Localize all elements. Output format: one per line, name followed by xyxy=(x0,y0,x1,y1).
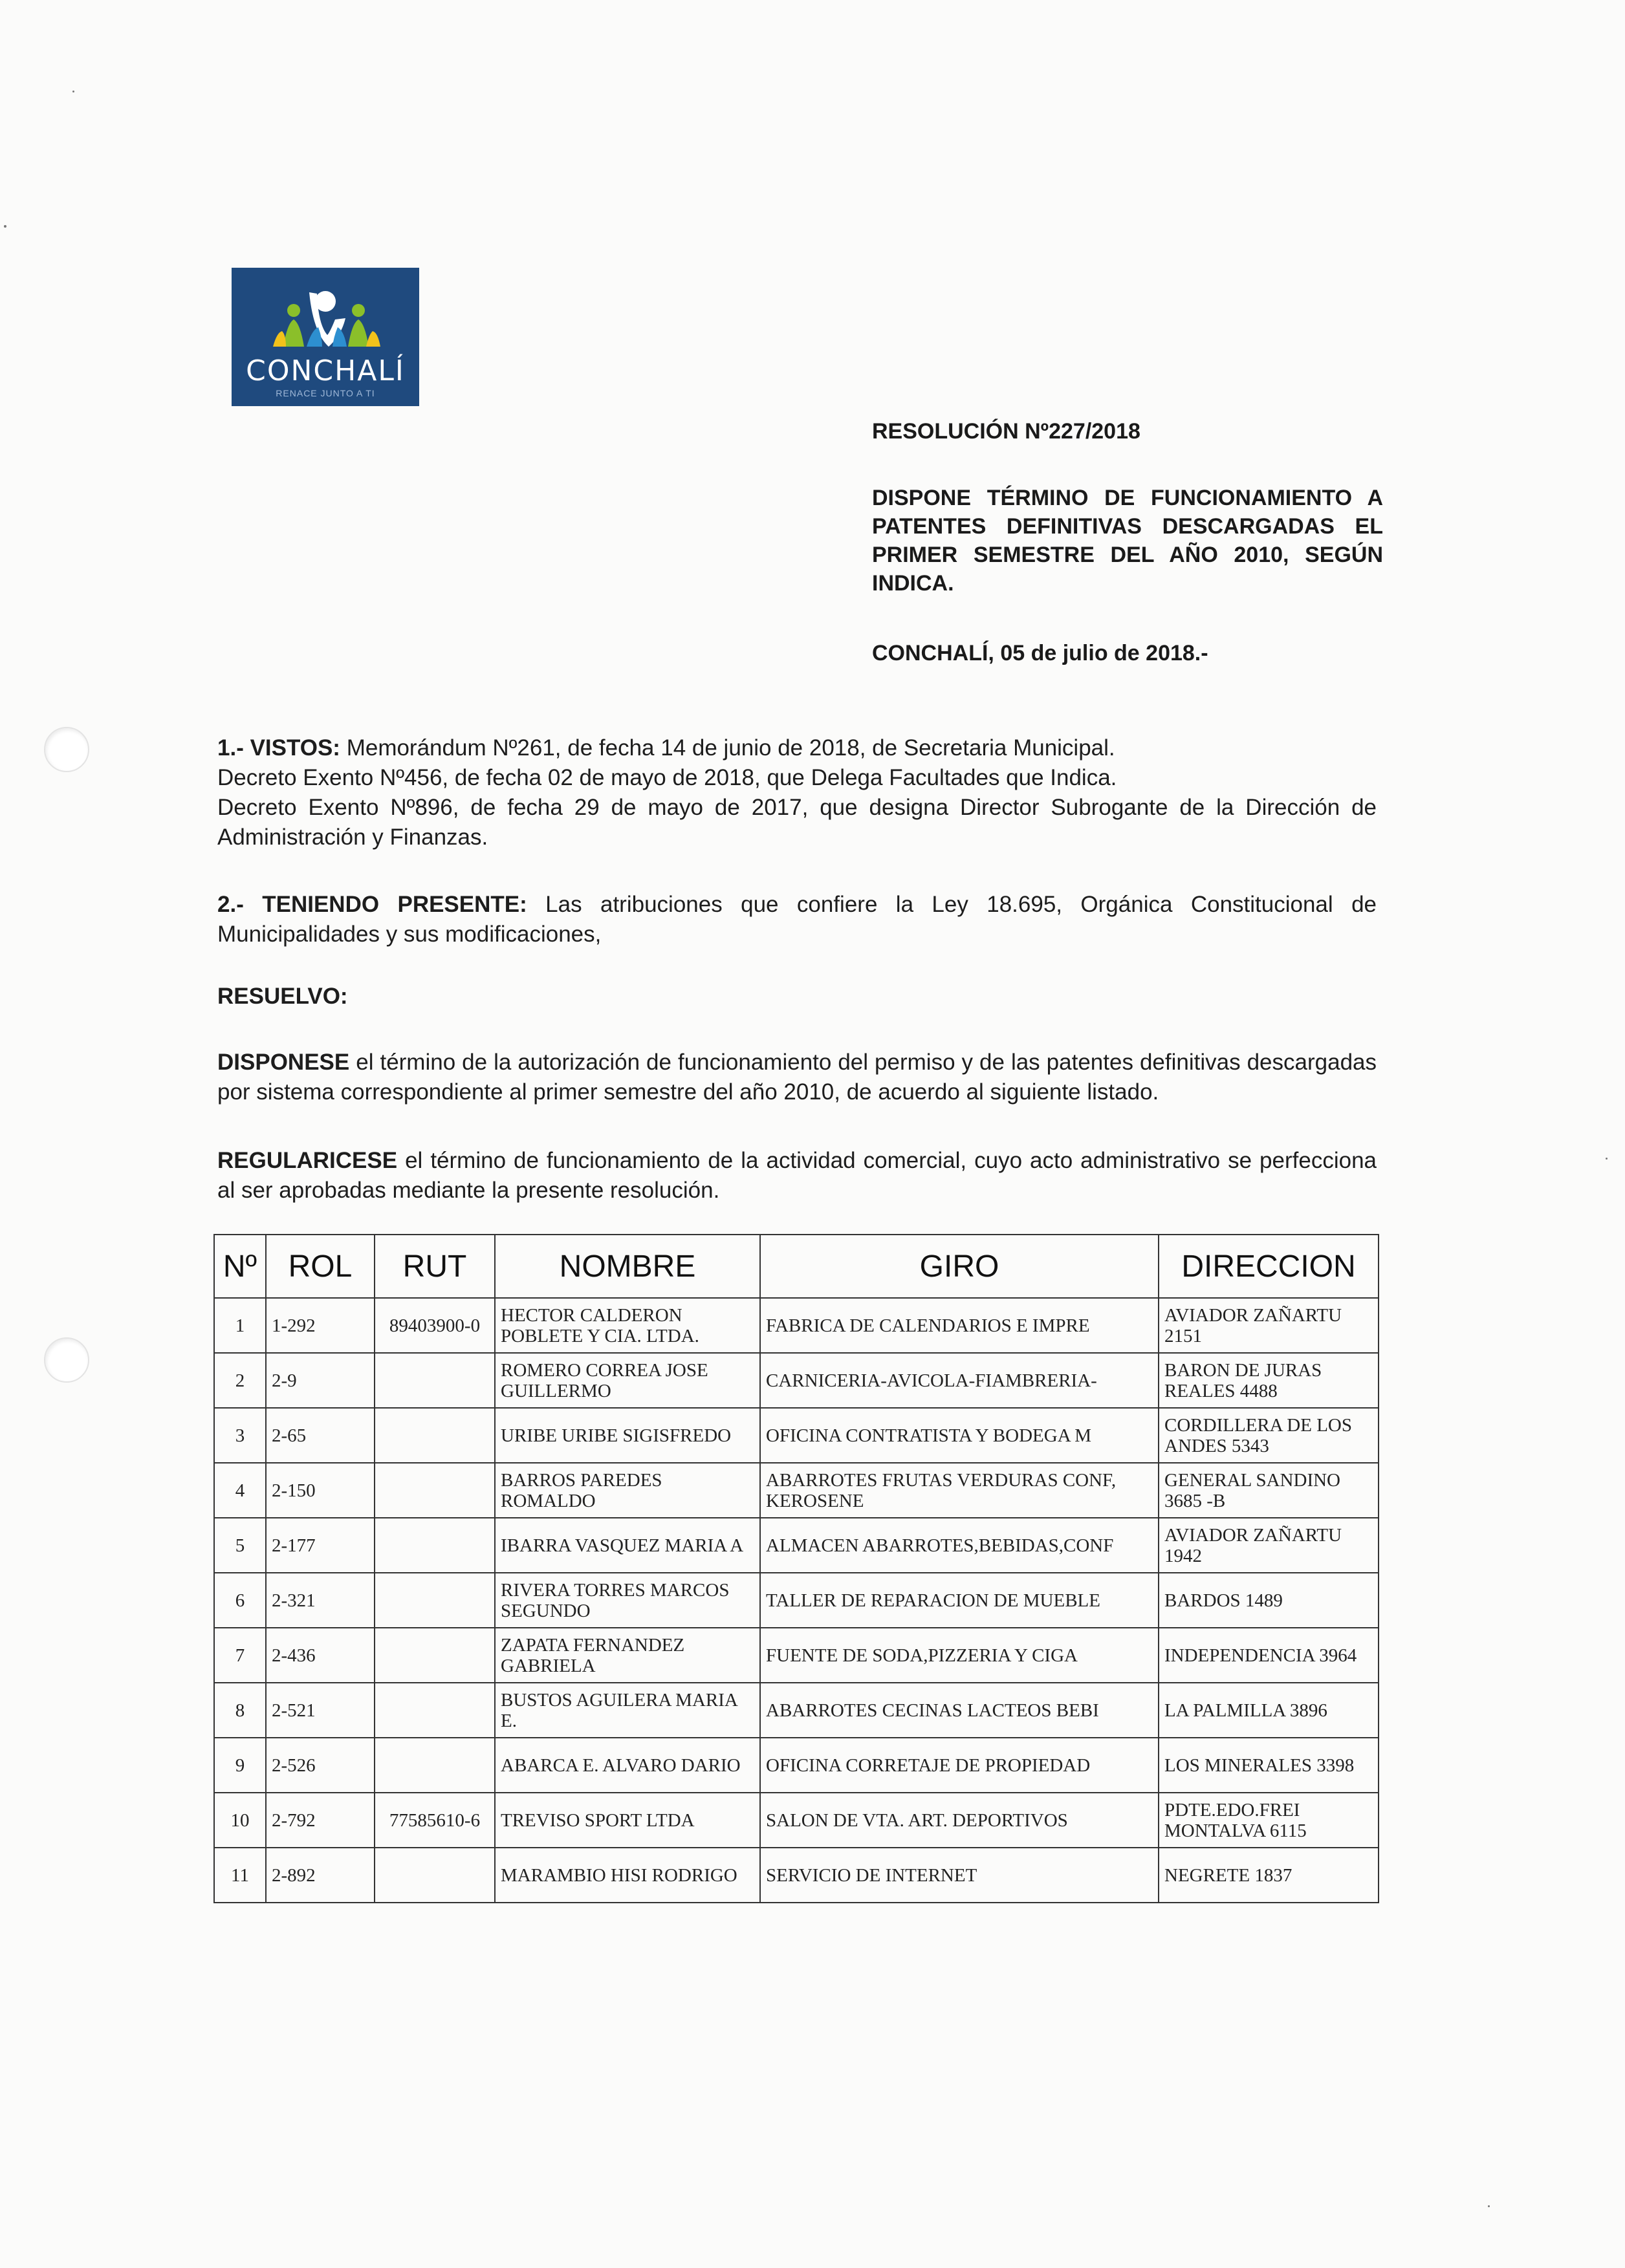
logo-tagline: RENACE JUNTO A TI xyxy=(276,388,375,398)
logo-wordmark: CONCHALÍ xyxy=(246,354,405,387)
cell-rol: 2-892 xyxy=(266,1848,375,1903)
scan-speck xyxy=(1606,1158,1608,1160)
column-header-rut: RUT xyxy=(375,1235,495,1298)
cell-n: 3 xyxy=(214,1408,266,1463)
table-row xyxy=(214,1683,1379,1738)
scan-speck xyxy=(4,225,6,228)
cell-nombre: BARROS PAREDES ROMALDO xyxy=(495,1463,760,1518)
column-header-nombre: NOMBRE xyxy=(495,1235,760,1298)
cell-rol: 2-792 xyxy=(266,1793,375,1848)
cell-n: 6 xyxy=(214,1573,266,1628)
table-row xyxy=(214,1463,1379,1518)
patents-table xyxy=(213,1234,1379,1903)
vistos-line-2: Decreto Exento Nº456, de fecha 02 de mayo de 2018, que Delega Facultades que Indica. xyxy=(217,765,1117,790)
column-header-rol: ROL xyxy=(266,1235,375,1298)
table-row xyxy=(214,1573,1379,1628)
punch-hole-bottom xyxy=(44,1337,89,1383)
column-header-direccion: DIRECCION xyxy=(1159,1235,1379,1298)
vistos-label: 1.- VISTOS: xyxy=(217,735,340,761)
vistos-section xyxy=(217,733,1377,852)
cell-nombre: RIVERA TORRES MARCOS SEGUNDO xyxy=(495,1573,760,1628)
vistos-line-3: Decreto Exento Nº896, de fecha 29 de mayo de 2017, que designa Director Subrogante de la Dirección de Administración y Finanzas. xyxy=(217,795,1377,850)
cell-rut xyxy=(375,1848,495,1903)
cell-giro: OFICINA CONTRATISTA Y BODEGA M xyxy=(760,1408,1159,1463)
teniendo-presente-section xyxy=(217,890,1377,949)
regularicese-text: el término de funcionamiento de la actividad comercial, cuyo acto administrativo se perfecciona al ser aprobadas mediante la presente resolución. xyxy=(217,1148,1377,1203)
municipality-logo xyxy=(232,268,419,406)
cell-nombre: IBARRA VASQUEZ MARIA A xyxy=(495,1518,760,1573)
scan-speck xyxy=(1488,2205,1490,2207)
cell-n: 11 xyxy=(214,1848,266,1903)
cell-direccion: PDTE.EDO.FREI MONTALVA 6115 xyxy=(1159,1793,1379,1848)
cell-n: 5 xyxy=(214,1518,266,1573)
cell-n: 4 xyxy=(214,1463,266,1518)
cell-rut xyxy=(375,1738,495,1793)
table-header-row xyxy=(214,1235,1379,1298)
cell-direccion: GENERAL SANDINO 3685 -B xyxy=(1159,1463,1379,1518)
regularicese-label: REGULARICESE xyxy=(217,1148,398,1173)
vistos-line-1: Memorándum Nº261, de fecha 14 de junio de 2018, de Secretaria Municipal. xyxy=(340,735,1115,761)
column-header-n: Nº xyxy=(214,1235,266,1298)
cell-nombre: URIBE URIBE SIGISFREDO xyxy=(495,1408,760,1463)
cell-giro: FABRICA DE CALENDARIOS E IMPRE xyxy=(760,1298,1159,1353)
teniendo-presente-text: Las atribuciones que confiere la Ley 18.695, Orgánica Constitucional de Municipalidades y sus modificaciones, xyxy=(217,892,1377,947)
cell-rol: 2-436 xyxy=(266,1628,375,1683)
table-row xyxy=(214,1848,1379,1903)
cell-rut xyxy=(375,1353,495,1408)
cell-direccion: INDEPENDENCIA 3964 xyxy=(1159,1628,1379,1683)
cell-nombre: HECTOR CALDERON POBLETE Y CIA. LTDA. xyxy=(495,1298,760,1353)
cell-direccion: BARDOS 1489 xyxy=(1159,1573,1379,1628)
cell-direccion: CORDILLERA DE LOS ANDES 5343 xyxy=(1159,1408,1379,1463)
cell-rol: 2-526 xyxy=(266,1738,375,1793)
cell-direccion: AVIADOR ZAÑARTU 2151 xyxy=(1159,1298,1379,1353)
cell-rut xyxy=(375,1628,495,1683)
table-row xyxy=(214,1353,1379,1408)
cell-n: 1 xyxy=(214,1298,266,1353)
cell-direccion: NEGRETE 1837 xyxy=(1159,1848,1379,1903)
resuelvo-heading: RESUELVO: xyxy=(217,984,348,1009)
cell-direccion: AVIADOR ZAÑARTU 1942 xyxy=(1159,1518,1379,1573)
cell-rol: 2-321 xyxy=(266,1573,375,1628)
cell-rol: 2-177 xyxy=(266,1518,375,1573)
disponese-label: DISPONESE xyxy=(217,1050,350,1075)
cell-rut xyxy=(375,1463,495,1518)
column-header-giro: GIRO xyxy=(760,1235,1159,1298)
table-row xyxy=(214,1298,1379,1353)
table-row xyxy=(214,1738,1379,1793)
table-row xyxy=(214,1518,1379,1573)
scan-speck xyxy=(72,91,74,92)
cell-giro: ABARROTES CECINAS LACTEOS BEBI xyxy=(760,1683,1159,1738)
table-row xyxy=(214,1408,1379,1463)
cell-rut xyxy=(375,1683,495,1738)
cell-rol: 2-65 xyxy=(266,1408,375,1463)
cell-giro: OFICINA CORRETAJE DE PROPIEDAD xyxy=(760,1738,1159,1793)
cell-nombre: ZAPATA FERNANDEZ GABRIELA xyxy=(495,1628,760,1683)
cell-giro: FUENTE DE SODA,PIZZERIA Y CIGA xyxy=(760,1628,1159,1683)
cell-n: 10 xyxy=(214,1793,266,1848)
cell-nombre: MARAMBIO HISI RODRIGO xyxy=(495,1848,760,1903)
cell-direccion: BARON DE JURAS REALES 4488 xyxy=(1159,1353,1379,1408)
regularicese-section xyxy=(217,1146,1377,1205)
place-and-date: CONCHALÍ, 05 de julio de 2018.- xyxy=(872,641,1208,665)
cell-giro: ALMACEN ABARROTES,BEBIDAS,CONF xyxy=(760,1518,1159,1573)
cell-rol: 1-292 xyxy=(266,1298,375,1353)
cell-giro: CARNICERIA-AVICOLA-FIAMBRERIA- xyxy=(760,1353,1159,1408)
cell-rol: 2-521 xyxy=(266,1683,375,1738)
table-body xyxy=(214,1298,1379,1903)
cell-giro: SALON DE VTA. ART. DEPORTIVOS xyxy=(760,1793,1159,1848)
cell-rut xyxy=(375,1408,495,1463)
cell-giro: SERVICIO DE INTERNET xyxy=(760,1848,1159,1903)
cell-n: 9 xyxy=(214,1738,266,1793)
cell-giro: TALLER DE REPARACION DE MUEBLE xyxy=(760,1573,1159,1628)
cell-n: 8 xyxy=(214,1683,266,1738)
disponese-section xyxy=(217,1048,1377,1107)
cell-direccion: LOS MINERALES 3398 xyxy=(1159,1738,1379,1793)
cell-rut: 89403900-0 xyxy=(375,1298,495,1353)
table-row xyxy=(214,1793,1379,1848)
teniendo-presente-label: 2.- TENIENDO PRESENTE: xyxy=(217,892,527,917)
resolution-number: RESOLUCIÓN Nº227/2018 xyxy=(872,419,1140,444)
cell-rut xyxy=(375,1518,495,1573)
punch-hole-top xyxy=(44,727,89,772)
cell-rol: 2-9 xyxy=(266,1353,375,1408)
cell-giro: ABARROTES FRUTAS VERDURAS CONF, KEROSENE xyxy=(760,1463,1159,1518)
table-row xyxy=(214,1628,1379,1683)
resolution-subject: DISPONE TÉRMINO DE FUNCIONAMIENTO A PATENTES DEFINITIVAS DESCARGADAS EL PRIMER SEMESTRE DEL AÑO 2010, SEGÚN INDICA. xyxy=(872,486,1383,596)
cell-nombre: ABARCA E. ALVARO DARIO xyxy=(495,1738,760,1793)
cell-rut: 77585610-6 xyxy=(375,1793,495,1848)
cell-rut xyxy=(375,1573,495,1628)
cell-direccion: LA PALMILLA 3896 xyxy=(1159,1683,1379,1738)
cell-rol: 2-150 xyxy=(266,1463,375,1518)
cell-n: 2 xyxy=(214,1353,266,1408)
disponese-text: el término de la autorización de funcionamiento del permiso y de las patentes definitivas descargadas por sistema correspondiente al primer semestre del año 2010, de acuerdo al siguiente listado. xyxy=(217,1050,1377,1105)
cell-nombre: ROMERO CORREA JOSE GUILLERMO xyxy=(495,1353,760,1408)
cell-nombre: BUSTOS AGUILERA MARIA E. xyxy=(495,1683,760,1738)
cell-n: 7 xyxy=(214,1628,266,1683)
cell-nombre: TREVISO SPORT LTDA xyxy=(495,1793,760,1848)
